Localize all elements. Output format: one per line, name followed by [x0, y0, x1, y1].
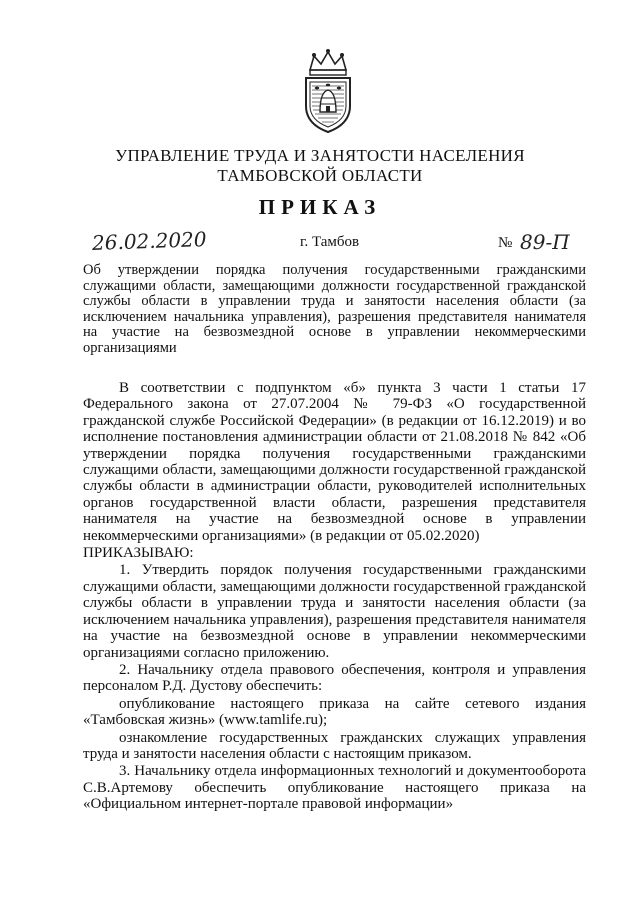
organization-name: УПРАВЛЕНИЕ ТРУДА И ЗАНЯТОСТИ НАСЕЛЕНИЯ — [115, 146, 525, 165]
document-body — [83, 380, 586, 813]
organization-region: ТАМБОВСКОЙ ОБЛАСТИ — [217, 166, 423, 185]
document-number: 89-П — [520, 230, 570, 254]
document-date: 26.02.2020 — [91, 227, 207, 255]
order-item-2: 2. Начальнику отдела правового обеспечения, контроля и управления персоналом Р.Д. Дустову обеспечить: — [83, 661, 586, 695]
document-subject: Об утверждении порядка получения государственными гражданскими служащими области, замещающими должности государственной гражданской службы области в управлении труда и занятости населения области (за исключением начальника управления), разрешения представителя нанимателя на участие на безвозмездной основе в управлении некоммерческими организациями — [83, 262, 586, 356]
order-item-3: 3. Начальнику отдела информационных технологий и документооборота С.В.Артемову обеспечить опубликование настоящего приказа на «Официальном интернет-портале правовой информации» — [83, 763, 586, 813]
order-item-2a: опубликование настоящего приказа на сайте сетевого издания «Тамбовская жизнь» (www.tamlife.ru); — [83, 695, 586, 729]
coat-of-arms-icon — [296, 48, 360, 134]
document-city: г. Тамбов — [300, 234, 360, 250]
order-item-2b: ознакомление государственных гражданских служащих управления труда и занятости населения области с настоящим приказом. — [83, 729, 586, 762]
preamble-paragraph: В соответствии с подпунктом «б» пункта 3 части 1 статьи 17 Федерального закона от 27.07.2004 № 79-ФЗ «О государственной гражданской службе Российской Федерации» (в редакции от 16.12.2019) и во исполнение постановления администрации области от 21.08.2018 № 842 «Об утверждении порядка получения государственными гражданскими служащими области, замещающими должности государственной гражданской службы области в администрации области, руководителей исполнительных органов государственной власти области, разрешения представителя нанимателя на участие на безвозмездной основе в управлении некоммерческими организациями» (в редакции от 05.02.2020) — [83, 380, 586, 544]
order-item-1: 1. Утвердить порядок получения государственными гражданскими служащими области, замещающими должности государственной гражданской службы области в управлении труда и занятости населения области (за исключением начальника управления), разрешения представителя нанимателя на участие на безвозмездной основе в управлении некоммерческими организациями согласно приложению. — [83, 562, 586, 661]
document-title: ПРИКАЗ — [258, 195, 382, 219]
document-number-label: № — [498, 235, 513, 251]
order-word: ПРИКАЗЫВАЮ: — [83, 545, 194, 562]
